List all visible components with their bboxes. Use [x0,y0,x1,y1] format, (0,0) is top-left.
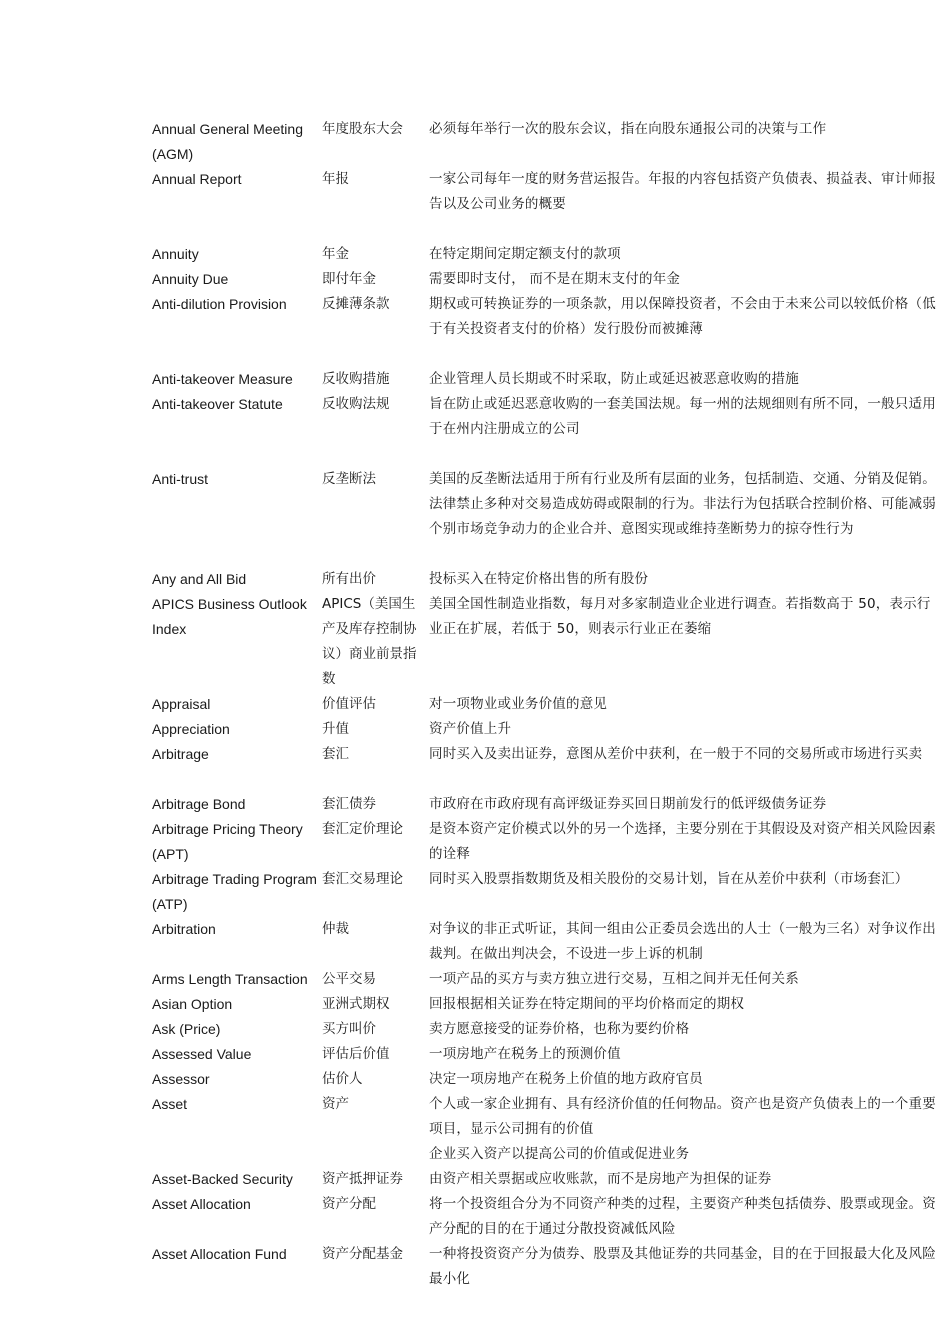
entry-definition: 一项产品的买方与卖方独立进行交易，互相之间并无任何关系 [429,971,799,987]
entry-term: Asset Allocation [152,1196,251,1212]
entry-chinese-term: 年报 [322,171,349,187]
entry-definition: 决定一项房地产在税务上价值的地方政府官员 [429,1071,703,1087]
entry-term: Asset [152,1096,188,1112]
entry-chinese-term: 升值 [322,721,349,737]
entry-definition: 一种将投资资产分为债券、股票及其他证券的共同基金，目的在于回报最大化及风险最小化 [429,1246,936,1287]
entry-term: Assessed Value [152,1046,252,1062]
glossary-entry [152,1167,942,1192]
entry-term: Ask (Price) [152,1021,221,1037]
glossary-entry [152,117,942,167]
entry-chinese-term: 反收购措施 [322,371,390,387]
entry-term: Appraisal [152,696,211,712]
glossary-entry [152,167,942,217]
entry-spacer [152,442,942,467]
entry-definition: 期权或可转换证券的一项条款，用以保障投资者，不会由于未来公司以较低价格（低于有关投资者支付的价格）发行股份而被摊薄 [429,296,936,337]
entry-chinese-term: 资产 [322,1096,349,1112]
glossary-entry [152,867,942,917]
entry-chinese-term: 套汇交易理论 [322,871,403,887]
entry-chinese-term: 所有出价 [322,571,376,587]
entry-chinese-term: 反摊薄条款 [322,296,390,312]
entry-definition: 由资产相关票据或应收账款，而不是房地产为担保的证券 [429,1171,772,1187]
glossary-entry [152,792,942,817]
entry-term: Asian Option [152,996,233,1012]
entry-definition: 投标买入在特定价格出售的所有股份 [429,571,649,587]
glossary-entry [152,567,942,592]
entry-chinese-term: 买方叫价 [322,1021,376,1037]
glossary-entry [152,817,942,867]
entry-chinese-term: 即付年金 [322,271,376,287]
entry-definition: 是资本资产定价模式以外的另一个选择，主要分别在于其假设及对资产相关风险因素的诠释 [429,821,936,862]
entry-definition: 需要即时支付， 而不是在期末支付的年金 [429,271,681,287]
entry-chinese-term: 仲裁 [322,921,349,937]
entry-term: Arbitrage [152,746,209,762]
entry-spacer [152,767,942,792]
entry-spacer [152,217,942,242]
entry-chinese-term: APICS（美国生产及库存控制协议）商业前景指数 [322,596,417,687]
entry-definition: 旨在防止或延迟恶意收购的一套美国法规。每一州的法规细则有所不同，一般只适用于在州内注册成立的公司 [429,396,936,437]
glossary-entry [152,692,942,717]
glossary-list [152,117,942,1292]
glossary-entry [152,742,942,767]
glossary-entry [152,967,942,992]
entry-term: Asset Allocation Fund [152,1246,287,1262]
entry-spacer [152,542,942,567]
entry-chinese-term: 资产抵押证券 [322,1171,403,1187]
entry-definition: 一项房地产在税务上的预测价值 [429,1046,621,1062]
entry-term: Annual General Meeting (AGM) [152,121,303,162]
entry-chinese-term: 估价人 [322,1071,363,1087]
entry-chinese-term: 套汇定价理论 [322,821,403,837]
entry-definition: 资产价值上升 [429,721,512,737]
entry-term: Asset-Backed Security [152,1171,293,1187]
entry-definition: 市政府在市政府现有高评级证券买回日期前发行的低评级债务证券 [429,796,827,812]
entry-term: Anti-trust [152,471,209,487]
entry-chinese-term: 年金 [322,246,349,262]
entry-term: Appreciation [152,721,230,737]
glossary-entry [152,1042,942,1067]
entry-chinese-term: 亚洲式期权 [322,996,390,1012]
entry-chinese-term: 套汇 [322,746,349,762]
entry-term: Annual Report [152,171,242,187]
entry-chinese-term: 公平交易 [322,971,376,987]
entry-definition: 美国的反垄断法适用于所有行业及所有层面的业务，包括制造、交通、分销及促销。法律禁止多种对交易造成妨碍或限制的行为。非法行为包括联合控制价格、可能减弱个别市场竞争动力的企业合并、意图实现或维持垄断势力的掠夺性行为 [429,471,936,537]
entry-definition: 美国全国性制造业指数，每月对多家制造业企业进行调查。若指数高于 50，表示行业正在扩展，若低于 50，则表示行业正在萎缩 [429,596,931,637]
glossary-entry [152,717,942,742]
entry-definition: 在特定期间定期定额支付的款项 [429,246,621,262]
entry-term: APICS Business Outlook Index [152,596,307,637]
entry-chinese-term: 评估后价值 [322,1046,390,1062]
entry-definition: 必须每年举行一次的股东会议，指在向股东通报公司的决策与工作 [429,121,827,137]
glossary-entry [152,1192,942,1242]
glossary-entry [152,267,942,292]
glossary-entry [152,467,942,542]
entry-term: Annuity [152,246,199,262]
glossary-entry [152,292,942,342]
entry-term: Anti-takeover Statute [152,396,283,412]
glossary-entry [152,242,942,267]
entry-term: Any and All Bid [152,571,247,587]
entry-definition: 将一个投资组合分为不同资产种类的过程，主要资产种类包括债券、股票或现金。资产分配的目的在于通过分散投资减低风险 [429,1196,936,1237]
entry-definition: 对一项物业或业务价值的意见 [429,696,608,712]
entry-chinese-term: 年度股东大会 [322,121,403,137]
glossary-entry [152,992,942,1017]
entry-definition: 个人或一家企业拥有、具有经济价值的任何物品。资产也是资产负债表上的一个重要项目，显示公司拥有的价值 企业买入资产以提高公司的价值或促进业务 [429,1096,936,1162]
glossary-entry [152,917,942,967]
entry-definition: 同时买入及卖出证券，意图从差价中获利，在一般于不同的交易所或市场进行买卖 [429,746,923,762]
entry-definition: 回报根据相关证券在特定期间的平均价格而定的期权 [429,996,745,1012]
entry-definition: 企业管理人员长期或不时采取，防止或延迟被恶意收购的措施 [429,371,799,387]
entry-chinese-term: 套汇债券 [322,796,376,812]
entry-definition: 对争议的非正式听证，其间一组由公正委员会选出的人士（一般为三名）对争议作出裁判。在做出判决会，不设进一步上诉的机制 [429,921,936,962]
entry-term: Arbitration [152,921,216,937]
entry-chinese-term: 价值评估 [322,696,376,712]
entry-term: Annuity Due [152,271,229,287]
entry-definition: 卖方愿意接受的证券价格，也称为要约价格 [429,1021,690,1037]
glossary-entry [152,1242,942,1292]
glossary-entry [152,1092,942,1167]
entry-spacer [152,342,942,367]
entry-term: Anti-dilution Provision [152,296,287,312]
entry-chinese-term: 反收购法规 [322,396,390,412]
entry-definition: 一家公司每年一度的财务营运报告。年报的内容包括资产负债表、损益表、审计师报告以及公司业务的概要 [429,171,936,212]
glossary-entry [152,592,942,692]
entry-term: Assessor [152,1071,210,1087]
entry-chinese-term: 资产分配基金 [322,1246,403,1262]
glossary-entry [152,392,942,442]
entry-chinese-term: 资产分配 [322,1196,376,1212]
entry-chinese-term: 反垄断法 [322,471,376,487]
entry-term: Arbitrage Trading Program (ATP) [152,871,317,912]
entry-term: Anti-takeover Measure [152,371,293,387]
entry-term: Arbitrage Pricing Theory (APT) [152,821,303,862]
glossary-entry [152,367,942,392]
entry-definition: 同时买入股票指数期货及相关股份的交易计划，旨在从差价中获利（市场套汇） [429,871,909,887]
glossary-entry [152,1067,942,1092]
glossary-entry [152,1017,942,1042]
entry-term: Arms Length Transaction [152,971,308,987]
entry-term: Arbitrage Bond [152,796,246,812]
